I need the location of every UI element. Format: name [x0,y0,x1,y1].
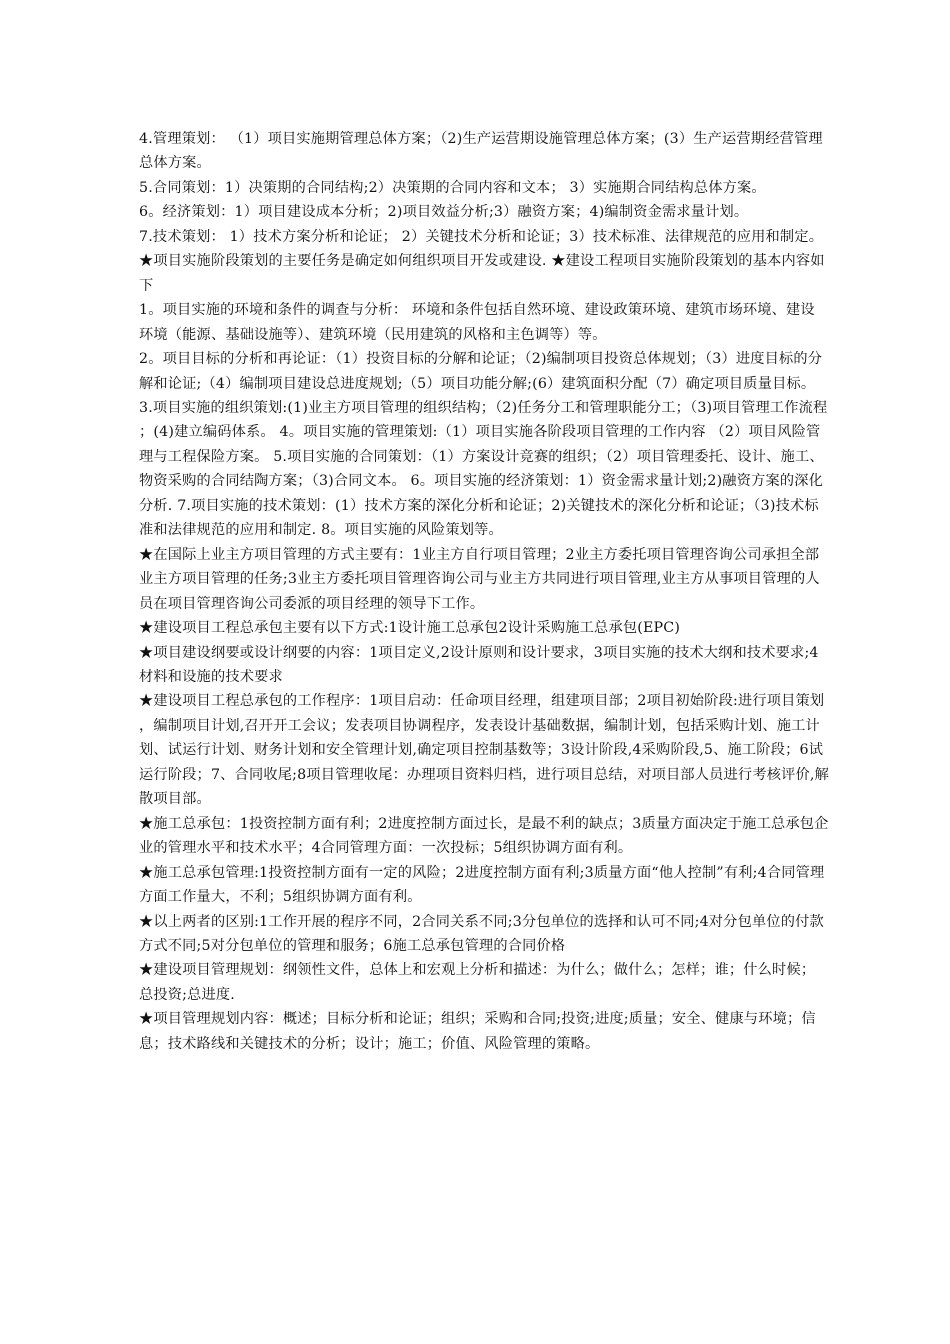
paragraph-management-plan-content: ★项目管理规划内容：概述；目标分析和论证；组织；采购和合同;投资;进度;质量；安全、健康与环境；信息；技术路线和关键技术的分析；设计；施工；价值、风险管理的策略。 [139,1011,816,1052]
paragraph-differences: ★以上两者的区别:1工作开展的程序不同，2合同关系不同;3分包单位的选择和认可不同;4对分包单位的付款方式不同;5对分包单位的管理和服务；6施工总承包管理的合同价格 [139,913,824,954]
paragraph-construction-contract-management: ★施工总承包管理:1投资控制方面有一定的风险；2进度控制方面有利;3质量方面“他人控制”有利;4合同管理方面工作量大，不利；5组织协调方面有利。 [139,864,825,906]
paragraph-implementation-task: ★项目实施阶段策划的主要任务是确定如何组织项目开发或建设. ★建设工程项目实施阶段策划的基本内容如下 [139,253,825,294]
paragraph-environment-survey: 1。项目实施的环境和条件的调查与分析： 环境和条件包括自然环境、建设政策环境、建筑市场环境、建设环境（能源、基础设施等）、建筑环境（民用建筑的风格和主色调等）等。 [139,302,815,343]
paragraph-technical-planning: 7.技术策划： 1）技术方案分析和论证； 2）关键技术分析和论证；3）技术标准、法律规范的应用和制定。 [139,228,824,245]
paragraph-owner-management-modes: ★在国际上业主方项目管理的方式主要有：1业主方自行项目管理；2业主方委托项目管理咨询公司承担全部业主方项目管理的任务;3业主方委托项目管理咨询公司与业主方共同进行项目管理,业主方从事项目管理的人员在项目管理咨询公司委派的项目经理的领导下工作。 [139,546,820,612]
paragraph-contract-planning: 5.合同策划：1）决策期的合同结构;2）决策期的合同内容和文本； 3）实施期合同结构总体方案。 [139,179,766,196]
paragraph-general-contracting-modes: ★建设项目工程总承包主要有以下方式:1设计施工总承包2设计采购施工总承包(EPC) [139,620,681,637]
paragraph-general-contracting-procedure: ★建设项目工程总承包的工作程序：1项目启动：任命项目经理，组建项目部；2项目初始阶段:进行项目策划，编制项目计划,召开开工会议；发表项目协调程序，发表设计基础数据，编制计划，包括采购计划、施工计划、试运行计划、财务计划和安全管理计划,确定项目控制基数等；3设计阶段,4采购阶段,5、施工阶段；6试运行阶段；7、合同收尾;8项目管理收尾：办理项目资料归档，进行项目总结，对项目部人员进行考核评价,解散项目部。 [139,693,829,808]
paragraph-design-outline: ★项目建设纲要或设计纲要的内容：1项目定义,2设计原则和设计要求，3项目实施的技术大纲和技术要求;4材料和设施的技术要求 [139,644,819,685]
paragraph-target-analysis: 2。项目目标的分析和再论证：（1）投资目标的分解和论证；（2)编制项目投资总体规划；（3）进度目标的分解和论证;（4）编制项目建设总进度规划;（5）项目功能分解;(6）建筑面积分配（7）确定项目质量目标。 3.项目实施的组织策划:(1)业主方项目管理的组织结构；（2)任务分工和管理职能分工；（3)项目管理工作流程；(4)建立编码体系。 4。项目实施的管理策划:（1）项目实施各阶段项目管理的工作内容 （2）项目风险管理与工程保险方案。 5.项目实施的合同策划：（1）方案设计竞赛的组织；（2）项目管理委托、设计、施工、物资采购的合同结陶方案；（3)合同文本。 6。项目实施的经济策划：1）资金需求量计划;2)融资方案的深化分析. 7.项目实施的技术策划：(1）技术方案的深化分析和论证；2)关键技术的深化分析和论证；（3)技术标准和法律规范的应用和制定. 8。项目实施的风险策划等。 [139,351,828,539]
document-body [139,127,829,1056]
paragraph-management-plan: ★建设项目管理规划：纲领性文件，总体上和宏观上分析和描述：为什么；做什么；怎样；谁；什么时候；总投资;总进度. [139,962,816,1003]
paragraph-construction-general-contract: ★施工总承包：1投资控制方面有利；2进度控制方面过长，是最不利的缺点；3质量方面决定于施工总承包企业的管理水平和技术水平；4合同管理方面：一次投标；5组织协调方面有利。 [139,815,829,857]
paragraph-management-planning: 4.管理策划： （1）项目实施期管理总体方案；（2)生产运营期设施管理总体方案；(3）生产运营期经营管理总体方案。 [139,131,823,172]
paragraph-economic-planning: 6。经济策划：1）项目建设成本分析；2)项目效益分析;3）融资方案；4)编制资金需求量计划。 [139,204,749,221]
